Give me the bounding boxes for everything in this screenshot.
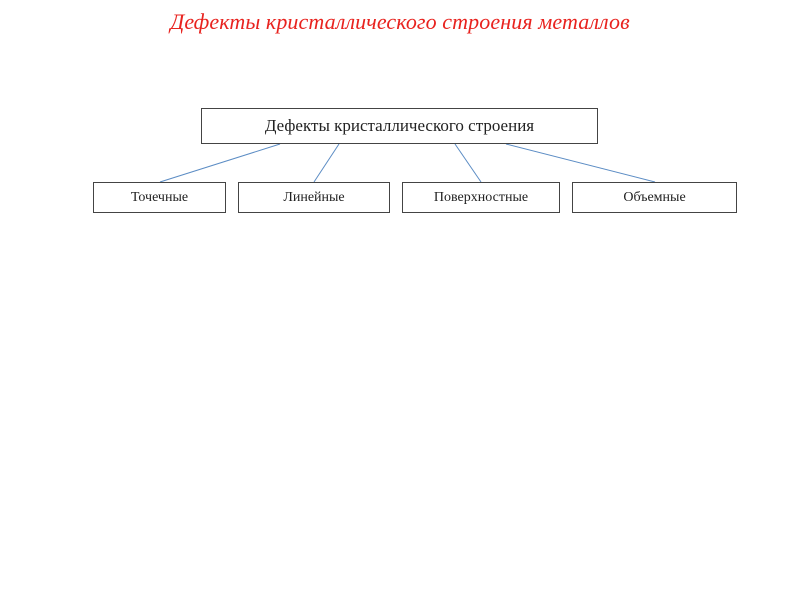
connector-line — [506, 144, 655, 182]
slide-title: Дефекты кристаллического строения металлов — [170, 9, 630, 34]
child-node-linear: Линейные — [238, 182, 390, 213]
connector-line — [455, 144, 481, 182]
child-node-point: Точечные — [93, 182, 226, 213]
child-node-volume: Объемные — [572, 182, 737, 213]
root-node: Дефекты кристаллического строения — [201, 108, 598, 144]
connector-line — [314, 144, 339, 182]
child-node-surface: Поверхностные — [402, 182, 560, 213]
connector-line — [160, 144, 280, 182]
